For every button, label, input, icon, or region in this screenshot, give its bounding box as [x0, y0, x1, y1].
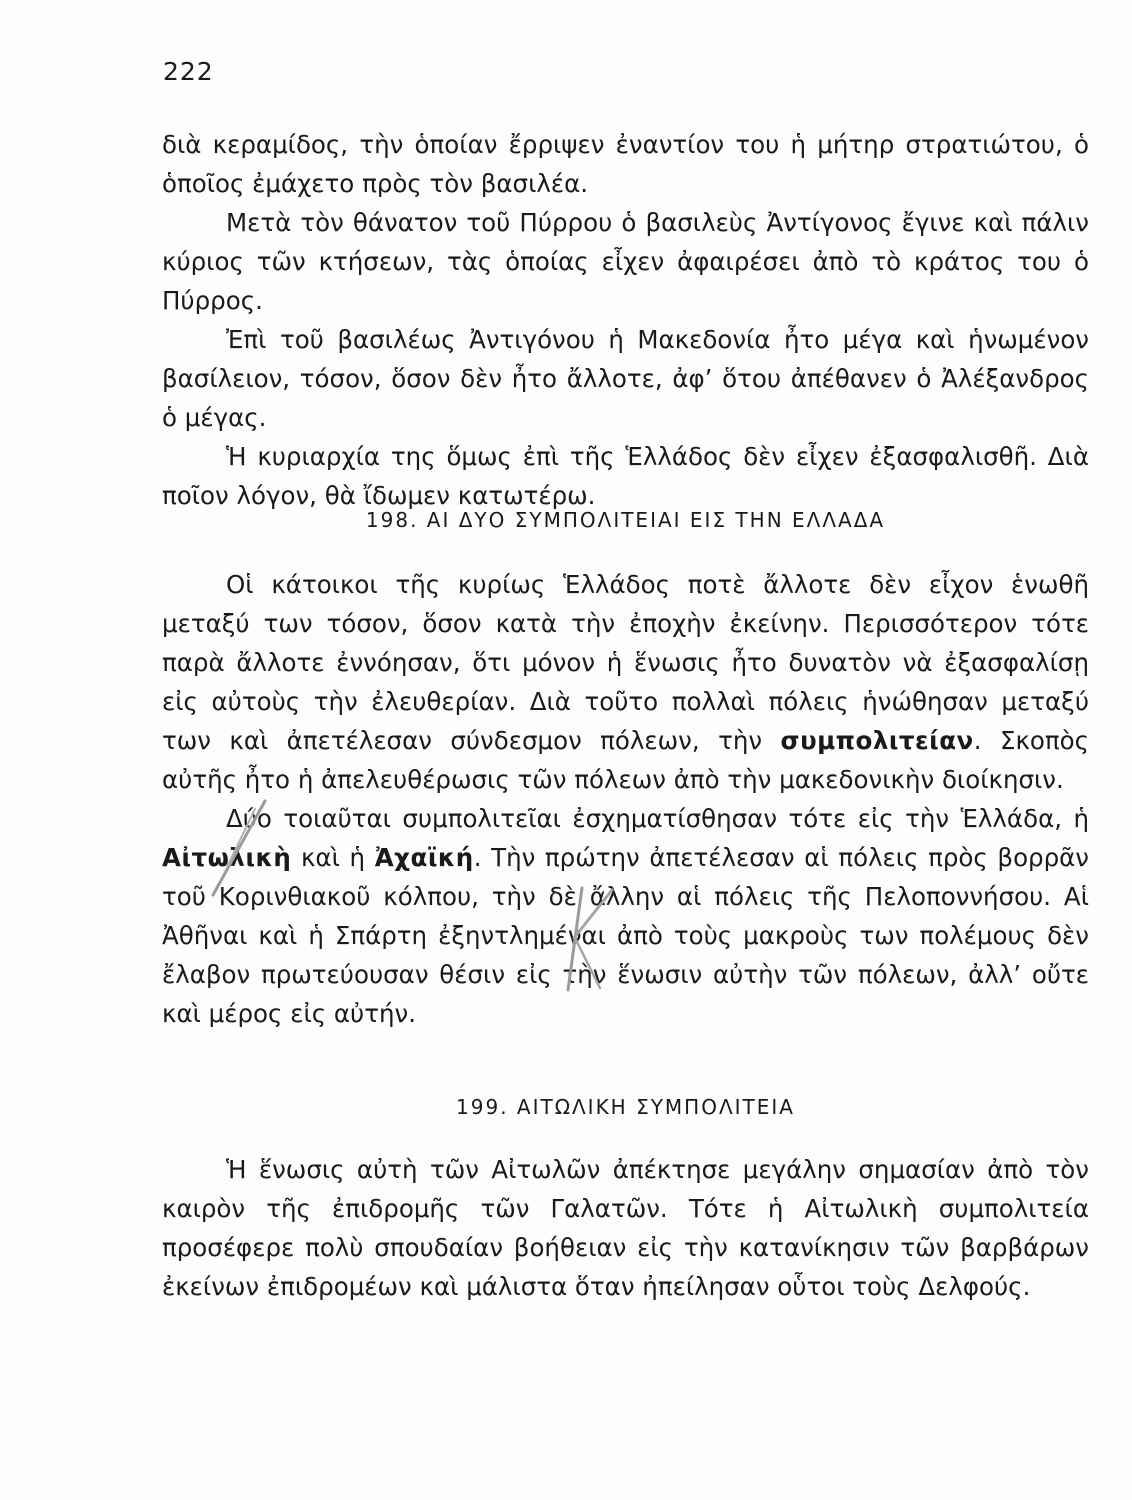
paragraph-aetolian-league: Ἡ ἕνωσις αὐτὴ τῶν Αἰτωλῶν ἀπέκτησε μεγάλην σημασίαν ἀπὸ τὸν καιρὸν τῆς ἐπιδρομῆς τῶν Γαλατῶν. Τότε ἡ Αἰτωλικὴ συμπολιτεία προσέφερε πολὺ σπουδαίαν βοήθειαν εἰς τὴν κατανίκησιν τῶν βαρβάρων ἐκείνων ἐπιδρομέων καὶ μάλιστα ὅταν ἠπείλησαν οὗτοι τοὺς Δελφούς.: [162, 1155, 1089, 1301]
term-sympoliteia: συμπολιτείαν: [780, 726, 974, 755]
paragraph-two-leagues: [162, 799, 1089, 1033]
paragraph-text: καὶ ἡ: [291, 843, 375, 872]
paragraph-text: . Σκοπὸς αὐτῆς ἦτο ἡ ἀπελευθέρωσις τῶν πόλεων ἀπὸ τὴν μακεδονικὴν διοίκησιν.: [162, 726, 1089, 794]
paragraph-union-of-cities: [162, 565, 1089, 799]
page-number: 222: [163, 57, 214, 86]
paragraph-hellas-dominion: Ἡ κυριαρχία της ὅμως ἐπὶ τῆς Ἑλλάδος δὲν εἶχεν ἐξασφαλισθῆ. Διὰ ποῖον λόγον, θὰ ἴδωμεν κατωτέρω.: [162, 442, 1089, 510]
section-199-text: [162, 1150, 1089, 1306]
paragraph-text: Οἱ κάτοικοι τῆς κυρίως Ἑλλάδος ποτὲ ἄλλοτε δὲν εἶχον ἑνωθῆ μεταξύ των τόσον, ὅσον κατὰ τὴν ἐποχὴν ἐκείνην. Περισσότερον τότε παρὰ ἄλλοτε ἐννόησαν, ὅτι μόνον ἡ ἕνωσις ἦτο δυνατὸν νὰ ἐξασφαλίσῃ εἰς αὐτοὺς τὴν ἐλευθερίαν. Διὰ τοῦτο πολλαὶ πόλεις ἡνώθησαν μεταξύ των καὶ ἀπετέλεσαν σύνδεσμον πόλεων, τὴν: [162, 570, 1089, 755]
opening-text-block: [162, 125, 1089, 515]
term-aetolian: Αἰτωλικὴ: [162, 843, 292, 872]
paragraph-text: . Τὴν πρώτην ἀπετέλεσαν αἱ πόλεις πρὸς βορρᾶν τοῦ Κορινθιακοῦ κόλπου, τὴν δὲ ἄλλην αἱ πόλεις τῆς Πελοποννήσου. Αἱ Ἀθῆναι καὶ ἡ Σπάρτη ἐξηντλημέναι ἀπὸ τοὺς μακροὺς των πολέμους δὲν ἔλαβον πρωτεύουσαν θέσιν εἰς τὴν ἕνωσιν αὐτὴν τῶν πόλεων, ἀλλ’ οὔτε καὶ μέρος εἰς αὐτήν.: [162, 843, 1089, 1028]
section-heading-199: 199. ΑΙΤΩΛΙΚΗ ΣΥΜΠΟΛΙΤΕΙΑ: [456, 1095, 795, 1119]
paragraph-text: Δύο τοιαῦται συμπολιτεῖαι ἐσχηματίσθησαν τότε εἰς τὴν Ἑλλάδα, ἡ: [226, 804, 1089, 833]
section-heading-198: 198. ΑΙ ΔΥΟ ΣΥΜΠΟΛΙΤΕΙΑΙ ΕΙΣ ΤΗΝ ΕΛΛΑΔΑ: [365, 508, 886, 532]
term-achaean: Ἀχαϊκή: [374, 843, 474, 872]
paragraph-antigonus-restoration: Μετὰ τὸν θάνατον τοῦ Πύρρου ὁ βασιλεὺς Ἀντίγονος ἔγινε καὶ πάλιν κύριος τῶν κτήσεων, τὰς ὁποίας εἶχεν ἀφαιρέσει ἀπὸ τὸ κράτος του ὁ Πύρρος.: [162, 208, 1089, 315]
section-198-text: [162, 565, 1089, 1033]
paragraph-macedonian-kingdom: Ἐπὶ τοῦ βασιλέως Ἀντιγόνου ἡ Μακεδονία ἦτο μέγα καὶ ἡνωμένον βασίλειον, τόσον, ὅσον δὲν ἦτο ἄλλοτε, ἀφ’ ὅτου ἀπέθανεν ὁ Ἀλέξανδρος ὁ μέγας.: [162, 325, 1089, 432]
paragraph-continuation: διὰ κεραμίδος, τὴν ὁποίαν ἔρριψεν ἐναντίον του ἡ μήτηρ στρατιώτου, ὁ ὁποῖος ἐμάχετο πρὸς τὸν βασιλέα.: [162, 130, 1089, 198]
